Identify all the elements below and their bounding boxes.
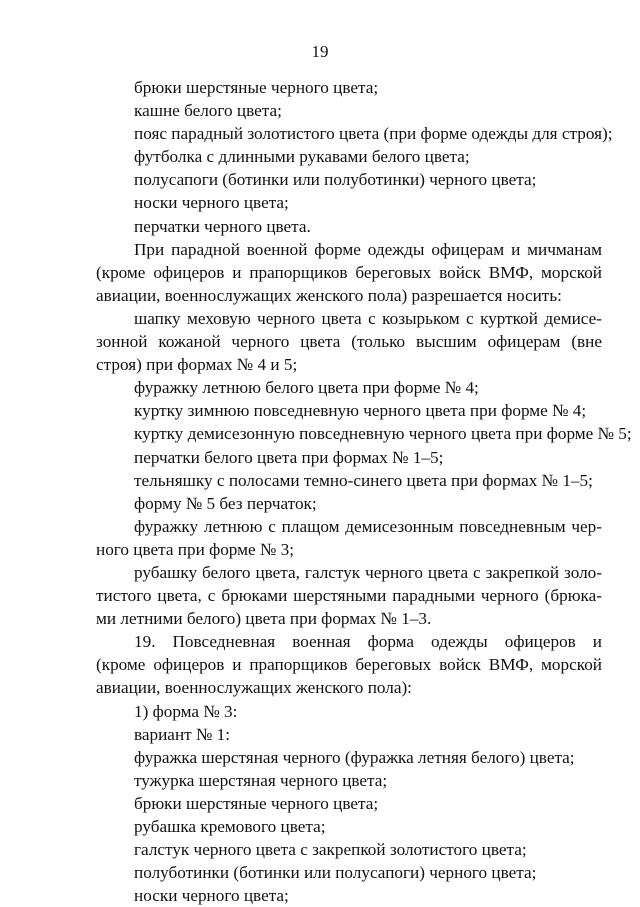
text-line: тужурка шерстяная черного цвета; xyxy=(134,770,388,790)
text-line: полусапоги (ботинки или полуботинки) черного цвета; xyxy=(134,170,537,190)
text-line: форму № 5 без перчаток; xyxy=(134,493,317,513)
text-line: перчатки белого цвета при формах № 1–5; xyxy=(134,447,444,467)
text-line: носки черного цвета; xyxy=(134,193,289,213)
text-line: фуражка шерстяная черного (фуражка летняя белого) цвета; xyxy=(134,747,575,767)
text-line: шапку меховую черного цвета с козырьком с курткой демисе- xyxy=(134,308,602,328)
text-line: 1) форма № 3: xyxy=(134,701,238,721)
text-line: При парадной военной форме одежды офицерам и мичманам xyxy=(134,239,602,259)
text-line: рубашка кремового цвета; xyxy=(134,817,326,836)
text-line: носки черного цвета; xyxy=(134,886,289,906)
document-body xyxy=(96,76,632,907)
text-line: (кроме офицеров и прапорщиков береговых войск ВМФ, морской xyxy=(96,262,602,282)
text-line: кашне белого цвета; xyxy=(134,101,282,121)
text-line: полуботинки (ботинки или полусапоги) черного цвета; xyxy=(134,863,537,883)
text-line: брюки шерстяные черного цвета; xyxy=(134,793,379,813)
text-line: авиации, военнослужащих женского пола) разрешается носить: xyxy=(96,285,562,305)
text-line: строя) при формах № 4 и 5; xyxy=(96,355,298,375)
text-line: брюки шерстяные черного цвета; xyxy=(134,78,379,97)
text-line: авиации, военнослужащих женского пола): xyxy=(96,678,412,698)
text-line: куртку демисезонную повседневную черного цвета при форме № 5; xyxy=(134,424,632,444)
text-line: перчатки черного цвета. xyxy=(134,216,311,236)
text-line: пояс парадный золотистого цвета (при форме одежды для строя); xyxy=(134,124,613,144)
text-line: фуражку летнюю с плащом демисезонным повседневным чер- xyxy=(134,516,602,536)
text-line: ми летними белого) цвета при формах № 1–3. xyxy=(96,609,432,629)
text-line: галстук черного цвета с закрепкой золотистого цвета; xyxy=(134,840,527,860)
text-line: вариант № 1: xyxy=(134,724,231,744)
text-line: тистого цвета, с брюками шерстяными парадными черного (брюка- xyxy=(96,586,602,606)
text-line: фуражку летнюю белого цвета при форме № 4; xyxy=(134,378,479,398)
text-line: зонной кожаной черного цвета (только высшим офицерам (вне xyxy=(96,332,602,352)
text-line: 19. Повседневная военная форма одежды офицеров и xyxy=(134,632,602,652)
text-line: ного цвета при форме № 3; xyxy=(96,539,295,559)
page-number: 19 xyxy=(311,42,329,61)
text-line: тельняшку с полосами темно-синего цвета при формах № 1–5; xyxy=(134,470,593,490)
text-line: куртку зимнюю повседневную черного цвета при форме № 4; xyxy=(134,401,587,421)
text-line: (кроме офицеров и прапорщиков береговых войск ВМФ, морской xyxy=(96,655,602,675)
text-line: футболка с длинными рукавами белого цвета; xyxy=(134,147,470,167)
text-line: рубашку белого цвета, галстук черного цвета с закрепкой золо- xyxy=(134,562,602,582)
